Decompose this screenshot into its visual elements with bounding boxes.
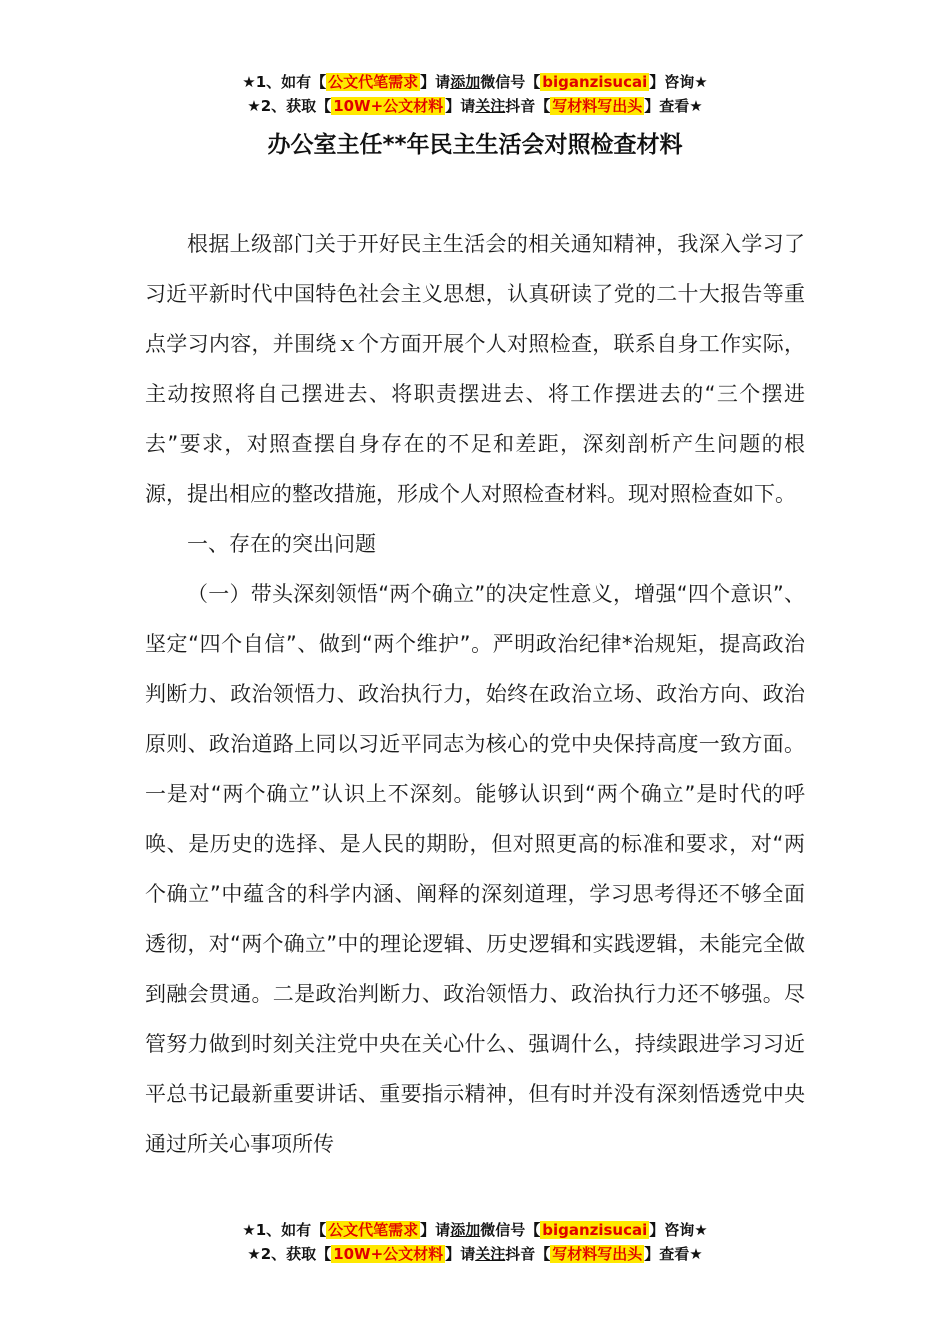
promo-text: 】请 [420, 73, 451, 91]
promo-highlight: biganzisucai [542, 1221, 648, 1239]
promo-emphasis: 添加 [450, 1221, 481, 1239]
paragraph-section-1: （一）带头深刻领悟“两个确立”的决定性意义，增强“四个意识”、坚定“四个自信”、做到“两个维护”。严明政治纪律*治规矩，提高政治判断力、政治领悟力、政治执行力，始终在政治立场、政治方向、政治原则、政治道路上同以习近平同志为核心的党中央保持高度一致方面。一是对“两个确立”认识上不深刻。能够认识到“两个确立”是时代的呼唤、是历史的选择、是人民的期盼，但对照更高的标准和要求，对“两个确立”中蕴含的科学内涵、阐释的深刻道理，学习思考得还不够全面透彻，对“两个确立”中的理论逻辑、历史逻辑和实践逻辑，未能完全做到融会贯通。二是政治判断力、政治领悟力、政治执行力还不够强。尽管努力做到时刻关注党中央在关心什么、强调什么，持续跟进学习习近平总书记最新重要讲话、重要指示精神，但有时并没有深刻悟透党中央通过所关心事项所传 [145, 582, 805, 1156]
promo-line-1 [0, 70, 950, 94]
promo-line-1 [0, 1218, 950, 1242]
promo-text: 微信号【 [480, 1221, 541, 1239]
promo-highlight: 公文代笔需求 [328, 73, 419, 91]
promo-highlight: 写材料写出头 [552, 1245, 643, 1263]
promo-text: 抖音【 [505, 1245, 551, 1263]
promo-text: 】咨询★ [649, 1221, 708, 1239]
promo-text: ★2、获取【 [247, 97, 332, 115]
promo-highlight: 10W+公文材料 [333, 1245, 444, 1263]
promo-banner-top [0, 70, 950, 118]
promo-text: 微信号【 [480, 73, 541, 91]
promo-emphasis: 添加 [450, 73, 481, 91]
promo-banner-bottom [0, 1218, 950, 1266]
promo-text: 】请 [420, 1221, 451, 1239]
document-body [145, 219, 805, 1169]
promo-highlight: biganzisucai [542, 73, 648, 91]
promo-emphasis: 关注 [475, 97, 506, 115]
promo-text: 】请 [445, 1245, 476, 1263]
promo-highlight: 10W+公文材料 [333, 97, 444, 115]
promo-line-2 [0, 1242, 950, 1266]
promo-text: ★2、获取【 [247, 1245, 332, 1263]
paragraph-intro: 根据上级部门关于开好民主生活会的相关通知精神，我深入学习了习近平新时代中国特色社会主义思想，认真研读了党的二十大报告等重点学习内容，并围绕ｘ个方面开展个人对照检查，联系自身工作实际，主动按照将自己摆进去、将职责摆进去、将工作摆进去的“三个摆进去”要求，对照查摆自身存在的不足和差距，深刻剖析产生问题的根源，提出相应的整改措施，形成个人对照检查材料。现对照检查如下。 [145, 232, 805, 506]
promo-text: 】查看★ [644, 97, 703, 115]
promo-text: ★1、如有【 [242, 1221, 327, 1239]
promo-highlight: 公文代笔需求 [328, 1221, 419, 1239]
document-title: 办公室主任**年民主生活会对照检查材料 [267, 132, 683, 158]
promo-text: 】查看★ [644, 1245, 703, 1263]
promo-text: 】请 [445, 97, 476, 115]
promo-emphasis: 关注 [475, 1245, 506, 1263]
promo-line-2 [0, 94, 950, 118]
promo-text: 】咨询★ [649, 73, 708, 91]
promo-text: ★1、如有【 [242, 73, 327, 91]
promo-highlight: 写材料写出头 [552, 97, 643, 115]
promo-text: 抖音【 [505, 97, 551, 115]
section-heading: 一、存在的突出问题 [187, 532, 376, 556]
